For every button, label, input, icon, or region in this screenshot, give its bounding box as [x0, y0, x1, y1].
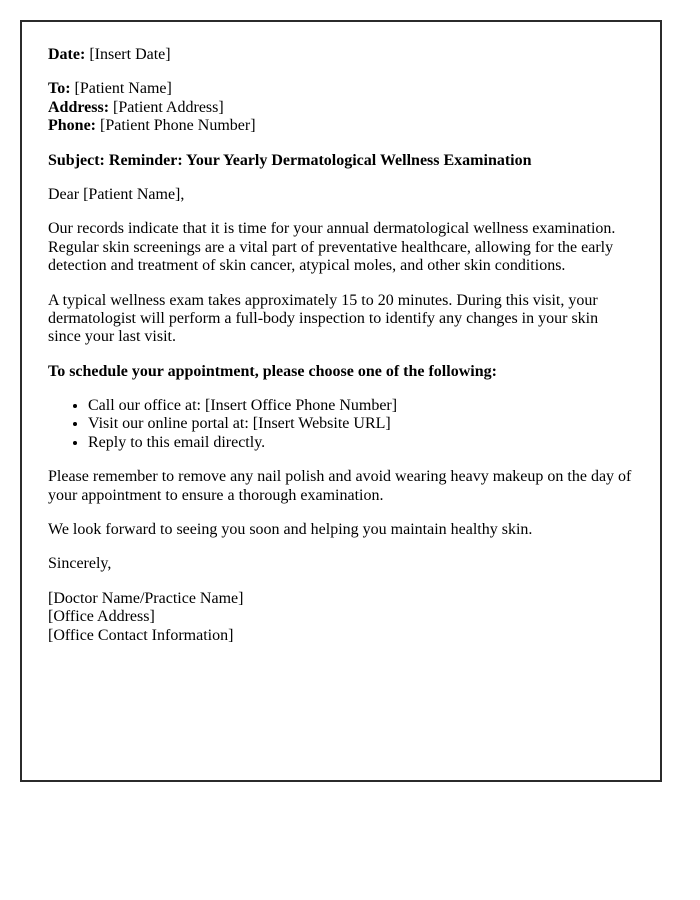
schedule-options-list — [48, 397, 634, 452]
signature-block — [48, 590, 634, 645]
recipient-line-to — [48, 80, 634, 98]
closing-paragraph-1: Please remember to remove any nail polish and avoid wearing heavy makeup on the day of your appointment to ensure a thorough examination. — [48, 468, 632, 504]
closing-paragraph-2: We look forward to seeing you soon and helping you maintain healthy skin. — [48, 521, 533, 539]
date-line — [48, 46, 634, 64]
phone-value: [Patient Phone Number] — [96, 117, 256, 135]
phone-label: Phone: — [48, 117, 96, 135]
signature-line-office-address: [Office Address] — [48, 608, 155, 626]
recipient-block — [48, 80, 634, 135]
address-label: Address: — [48, 98, 110, 116]
date-label: Date: — [48, 46, 86, 63]
schedule-heading: To schedule your appointment, please choose one of the following: — [48, 362, 497, 380]
date-value: [Insert Date] — [85, 46, 171, 63]
recipient-line-address — [48, 99, 634, 117]
letter-page — [20, 20, 662, 782]
signature-line-doctor: [Doctor Name/Practice Name] — [48, 589, 244, 607]
body-paragraph-2: A typical wellness exam takes approximately 15 to 20 minutes. During this visit, your dermatologist will perform a full-body inspection to identify any changes in your skin since your last visit. — [48, 291, 599, 346]
recipient-line-phone — [48, 117, 634, 135]
body-paragraph-1: Our records indicate that it is time for your annual dermatological wellness examination. Regular skin screenings are a vital part of preventative healthcare, allowing for the early detection and treatment of skin cancer, atypical moles, and other skin conditions. — [48, 220, 616, 275]
subject-line: Subject: Reminder: Your Yearly Dermatological Wellness Examination — [48, 151, 532, 169]
schedule-option-portal: • Visit our online portal at: [Insert Website URL] — [88, 415, 634, 433]
schedule-option-call: • Call our office at: [Insert Office Phone Number] — [88, 397, 634, 415]
salutation: Dear [Patient Name], — [48, 185, 185, 203]
signature-line-office-contact: [Office Contact Information] — [48, 626, 234, 644]
to-label: To: — [48, 80, 71, 98]
address-value: [Patient Address] — [109, 98, 224, 116]
to-value: [Patient Name] — [70, 80, 172, 98]
schedule-option-reply: • Reply to this email directly. — [88, 434, 634, 452]
signoff: Sincerely, — [48, 555, 112, 573]
